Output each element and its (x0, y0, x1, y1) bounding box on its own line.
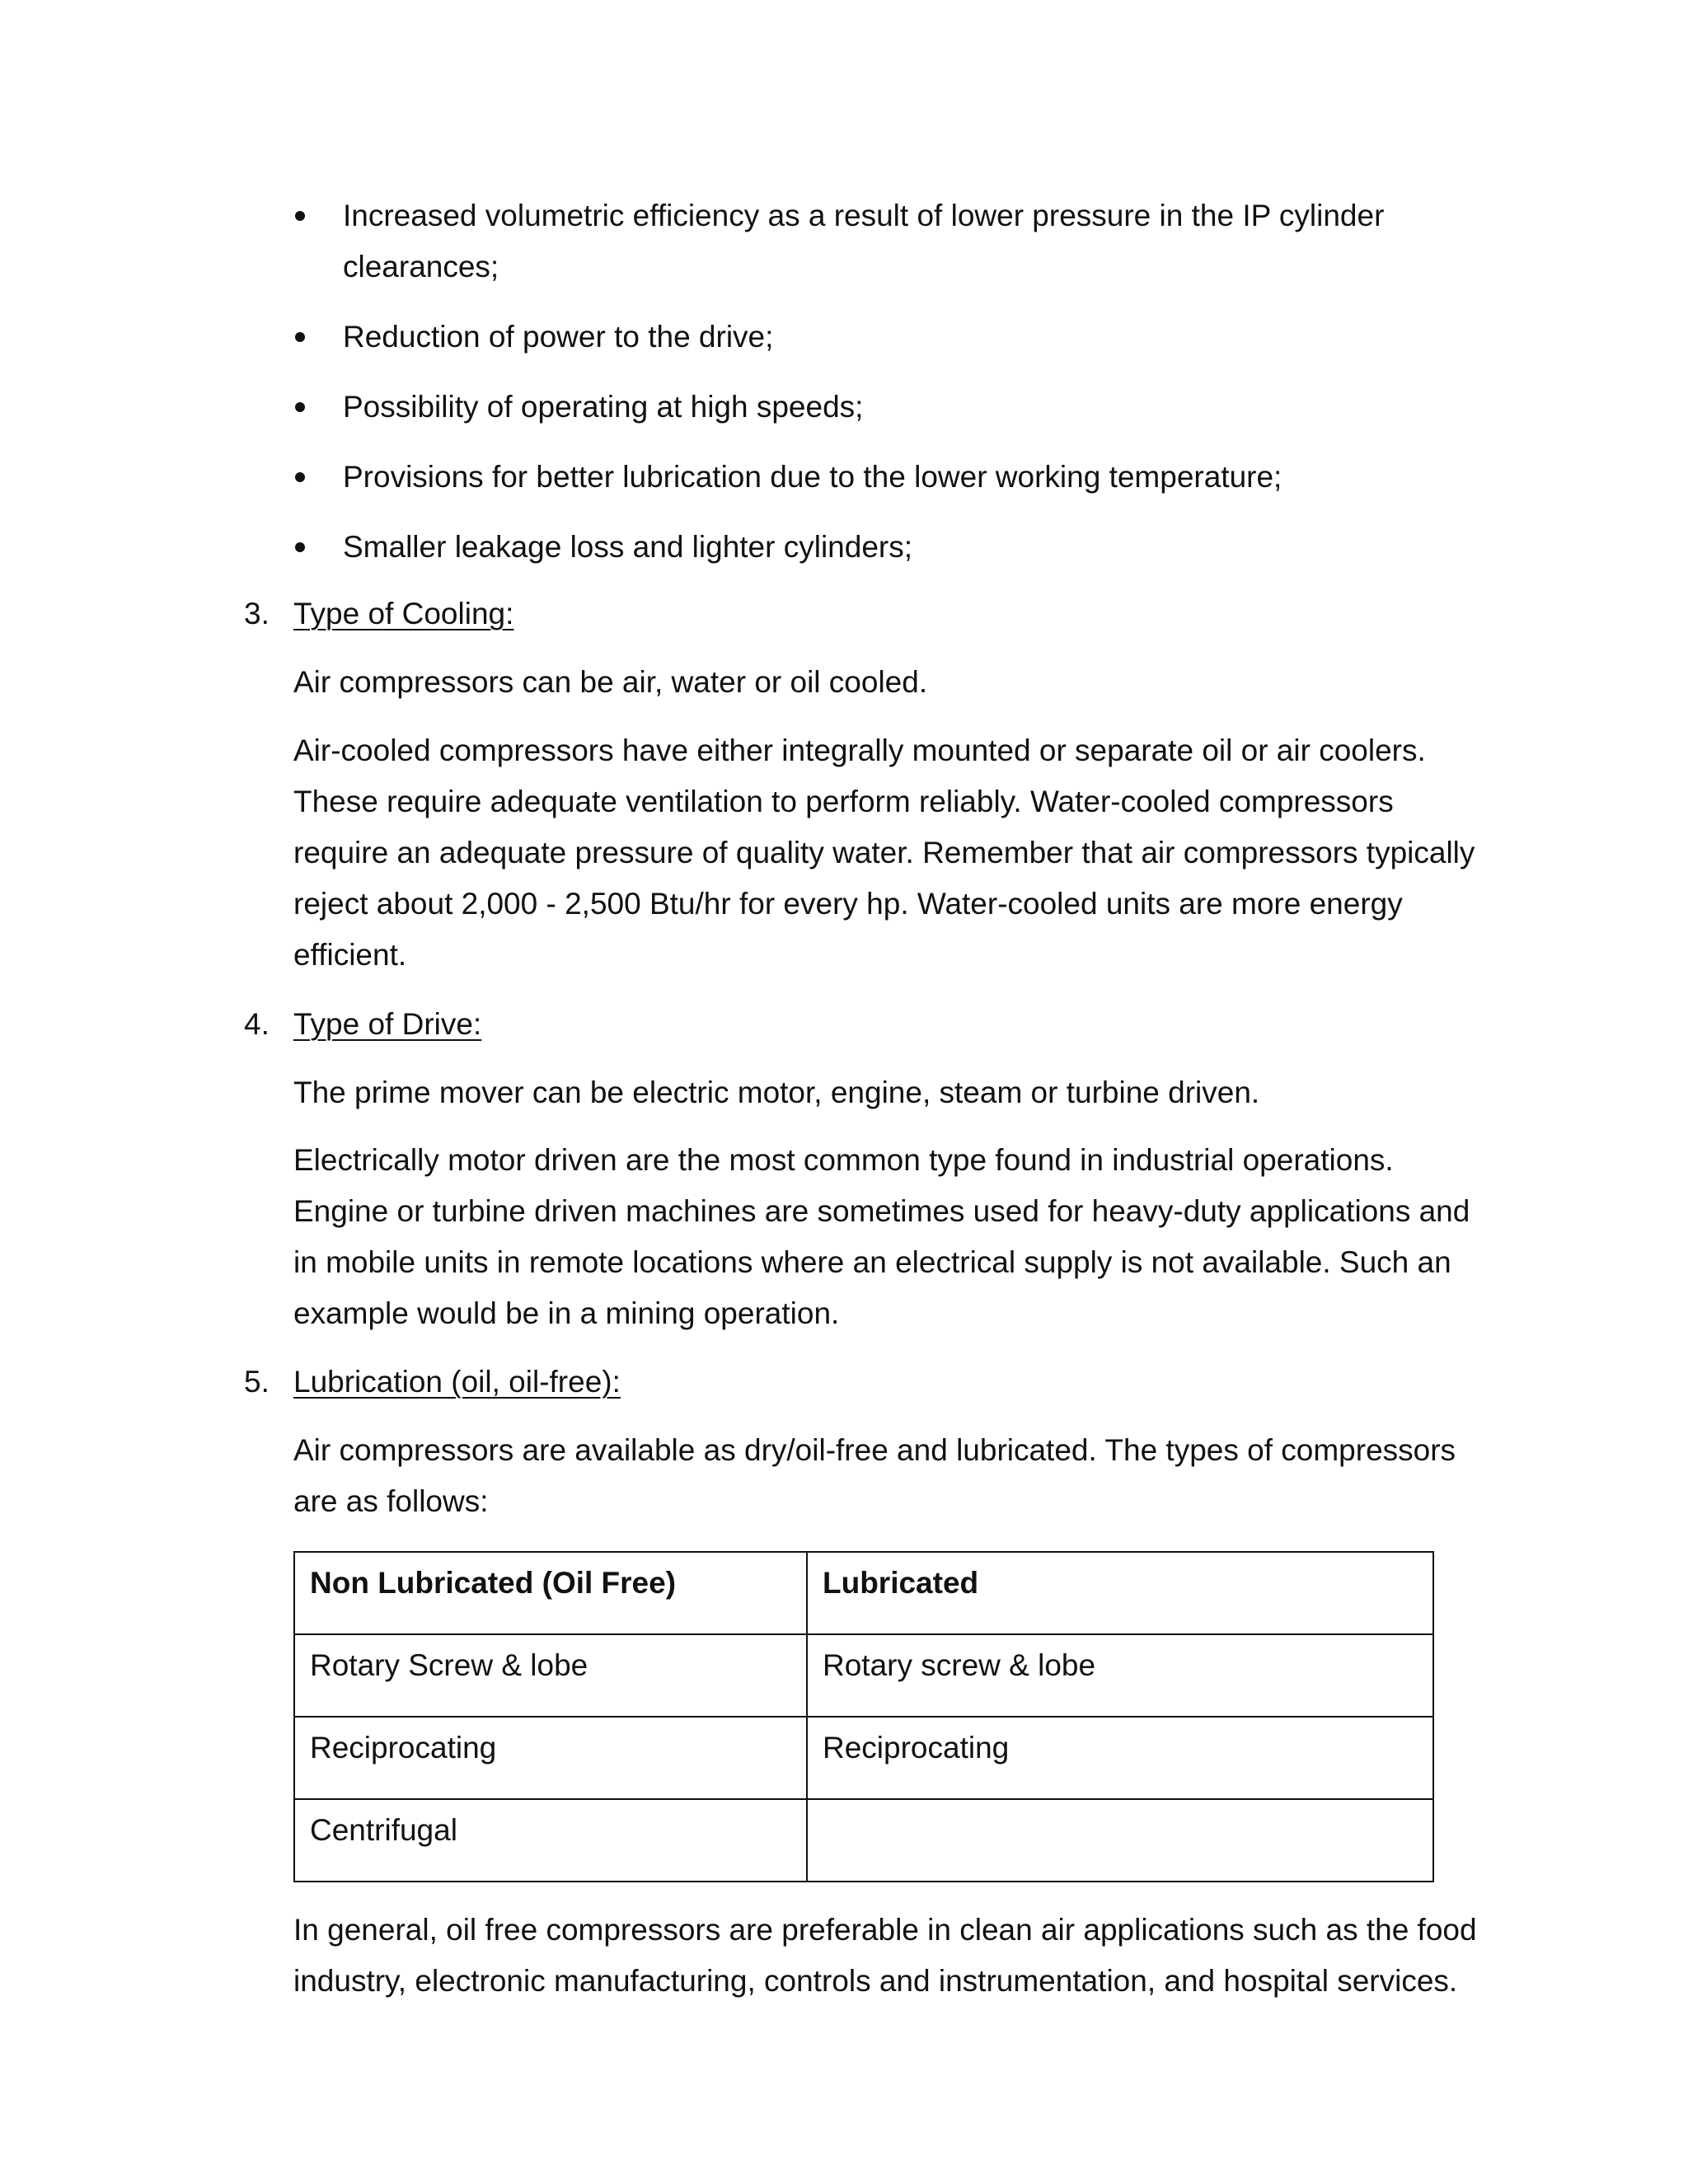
section-heading: Type of Drive: (293, 1007, 482, 1041)
table-row (294, 1634, 1433, 1717)
section-number: 3. (244, 597, 270, 630)
table-cell: Centrifugal (294, 1799, 807, 1882)
paragraph-line: Air compressors are available as dry/oil-free and lubricated. The types of compressors (293, 1433, 1456, 1467)
paragraph: Air compressors can be air, water or oil cooled. (293, 665, 928, 699)
table-row (294, 1717, 1433, 1799)
paragraph-line: are as follows: (293, 1484, 489, 1518)
section-heading: Lubrication (oil, oil-free): (293, 1365, 621, 1399)
lubrication-table (293, 1551, 1434, 1882)
bullet-text: Reduction of power to the drive; (343, 320, 774, 354)
bullet-text: Increased volumetric efficiency as a result of lower pressure in the IP cylinder (343, 199, 1385, 232)
paragraph-line: These require adequate ventilation to perform reliably. Water-cooled compressors (293, 785, 1394, 818)
bullet-icon (295, 332, 305, 342)
paragraph-line: Air-cooled compressors have either integrally mounted or separate oil or air coolers. (293, 733, 1426, 767)
table-header-cell: Non Lubricated (Oil Free) (294, 1552, 807, 1634)
table-cell: Reciprocating (294, 1717, 807, 1799)
paragraph-line: in mobile units in remote locations where an electrical supply is not available. Such an (293, 1245, 1451, 1279)
table-cell: Reciprocating (807, 1717, 1433, 1799)
paragraph-line: Engine or turbine driven machines are sometimes used for heavy-duty applications and (293, 1194, 1470, 1228)
paragraph-line: reject about 2,000 - 2,500 Btu/hr for every hp. Water-cooled units are more energy (293, 887, 1403, 921)
paragraph: The prime mover can be electric motor, engine, steam or turbine driven. (293, 1076, 1260, 1109)
paragraph-line: require an adequate pressure of quality water. Remember that air compressors typically (293, 836, 1475, 869)
table-header-cell: Lubricated (807, 1552, 1433, 1634)
paragraph-line: efficient. (293, 938, 407, 972)
bullet-icon (295, 211, 305, 221)
section-heading: Type of Cooling: (293, 597, 514, 630)
bullet-icon (295, 472, 305, 482)
table-header-row (294, 1552, 1433, 1634)
table-cell: Rotary Screw & lobe (294, 1634, 807, 1717)
paragraph-line: example would be in a mining operation. (293, 1296, 840, 1330)
table-cell: Rotary screw & lobe (807, 1634, 1433, 1717)
bullet-text: Smaller leakage loss and lighter cylinders; (343, 530, 913, 564)
paragraph-line: industry, electronic manufacturing, controls and instrumentation, and hospital services. (293, 1964, 1458, 1998)
table-row (294, 1799, 1433, 1882)
section-number: 4. (244, 1007, 270, 1041)
bullet-icon (295, 542, 305, 552)
bullet-icon (295, 402, 305, 412)
table-cell (807, 1799, 1433, 1882)
bullet-text: Provisions for better lubrication due to the lower working temperature; (343, 460, 1282, 494)
section-number: 5. (244, 1365, 270, 1399)
paragraph-line: In general, oil free compressors are preferable in clean air applications such as the food (293, 1913, 1477, 1947)
paragraph-line: Electrically motor driven are the most common type found in industrial operations. (293, 1143, 1394, 1177)
bullet-text: Possibility of operating at high speeds; (343, 390, 864, 424)
bullet-text-continued: clearances; (343, 250, 499, 284)
